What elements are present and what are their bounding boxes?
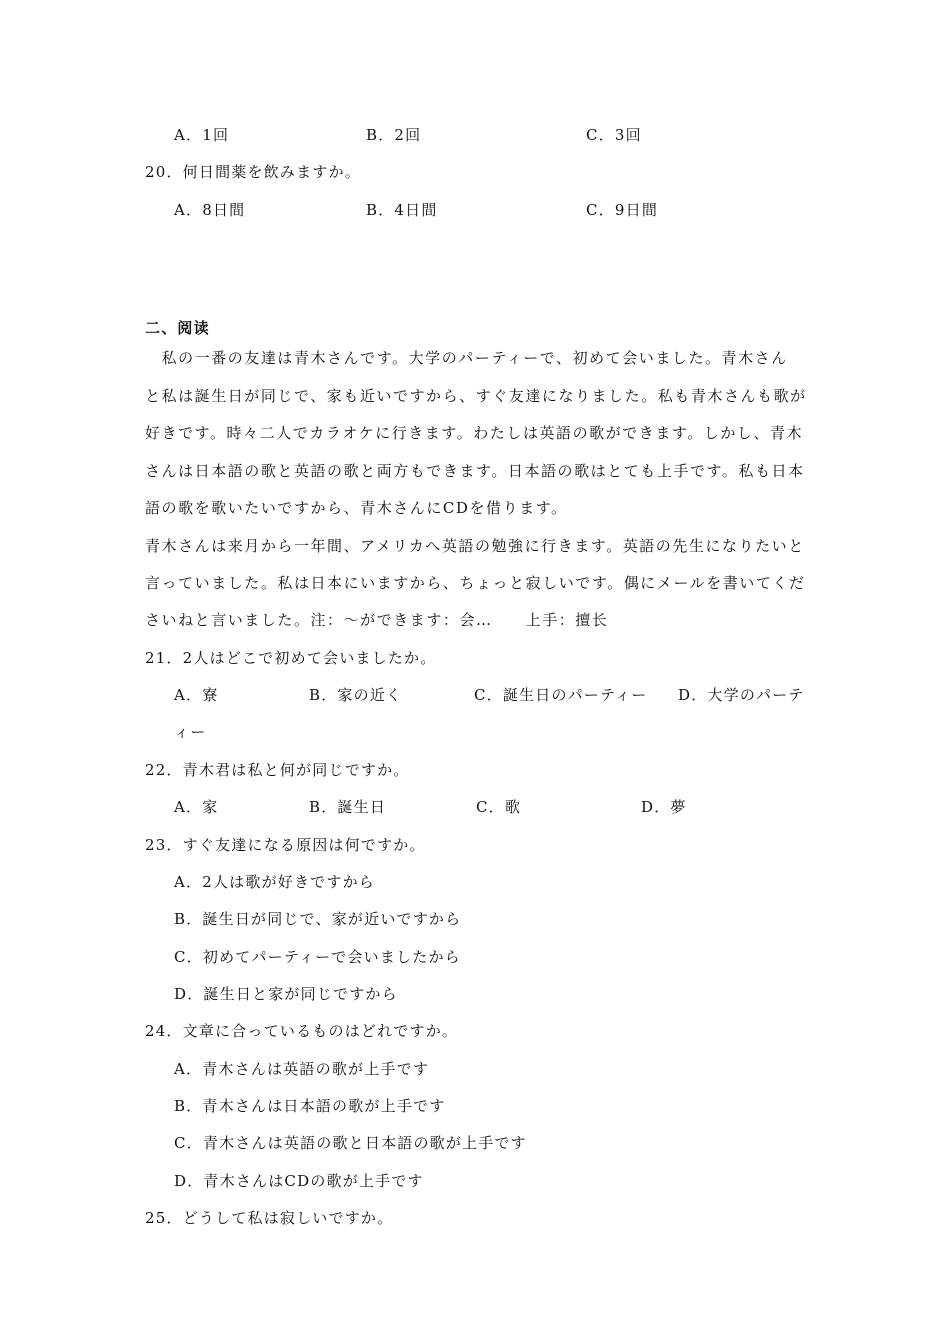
passage-line: 好きです。時々二人でカラオケに行きます。わたしは英語の歌ができます。しかし、青木	[145, 424, 804, 442]
q19-option-a: A．1回	[174, 126, 230, 144]
passage-line: 語の歌を歌いたいですから、青木さんにCDを借ります。	[145, 499, 568, 517]
q22-option-c: C．歌	[476, 798, 522, 816]
q24-option-a: A．青木さんは英語の歌が上手です	[174, 1060, 430, 1078]
q21-option-c: C．誕生日のパーティー	[474, 686, 648, 704]
q22-option-a: A．家	[174, 798, 219, 816]
passage-line: さんは日本語の歌と英語の歌と両方もできます。日本語の歌はとても上手です。私も日本	[145, 462, 805, 480]
passage-line: と私は誕生日が同じで、家も近いですから、すぐ友達になりました。私も青木さんも歌が	[145, 387, 807, 405]
q19-option-c: C．3回	[586, 126, 642, 144]
passage-line: 青木さんは来月から一年間、アメリカへ英語の勉強に行きます。英語の先生になりたいと	[145, 537, 805, 555]
q22-option-d: D．夢	[641, 798, 687, 816]
q20-option-c: C．9日間	[586, 201, 659, 219]
q22-question: 22．青木君は私と何が同じですか。	[145, 761, 410, 779]
q21-option-b: B．家の近く	[309, 686, 403, 704]
q24-option-b: B．青木さんは日本語の歌が上手です	[174, 1097, 446, 1115]
q22-option-b: B．誕生日	[309, 798, 387, 816]
q20-question: 20．何日間薬を飲みますか。	[145, 163, 361, 181]
q24-question: 24．文章に合っているものはどれですか。	[145, 1022, 459, 1040]
q20-option-b: B．4日間	[366, 201, 438, 219]
q21-question: 21．2人はどこで初めて会いましたか。	[145, 649, 437, 667]
passage-line: 言っていました。私は日本にいますから、ちょっと寂しいです。偶にメールを書いてくだ	[145, 574, 806, 592]
q24-option-c: C．青木さんは英語の歌と日本語の歌が上手です	[174, 1134, 527, 1152]
q25-question: 25．どうして私は寂しいですか。	[145, 1209, 394, 1227]
q20-option-a: A．8日間	[174, 201, 246, 219]
q21-option-d: D．大学のパーテ	[678, 686, 805, 704]
q23-option-d: D．誕生日と家が同じですから	[174, 985, 398, 1003]
passage-note: さいねと言いました。注：～ができます：会… 上手：擅长	[145, 611, 609, 629]
q23-option-c: C．初めてパーティーで会いましたから	[174, 948, 461, 966]
q21-option-a: A．寮	[174, 686, 219, 704]
q19-option-b: B．2回	[366, 126, 422, 144]
q23-option-b: B．誕生日が同じで、家が近いですから	[174, 910, 462, 928]
section-heading: 二、阅读	[145, 319, 210, 337]
q24-option-d: D．青木さんはCDの歌が上手です	[174, 1172, 424, 1190]
q23-option-a: A．2人は歌が好きですから	[174, 873, 375, 891]
q21-option-d-wrap: ィー	[174, 723, 207, 741]
passage-line: 私の一番の友達は青木さんです。大学のパーティーで、初めて会いました。青木さん	[145, 349, 788, 367]
q23-question: 23．すぐ友達になる原因は何ですか。	[145, 836, 426, 854]
